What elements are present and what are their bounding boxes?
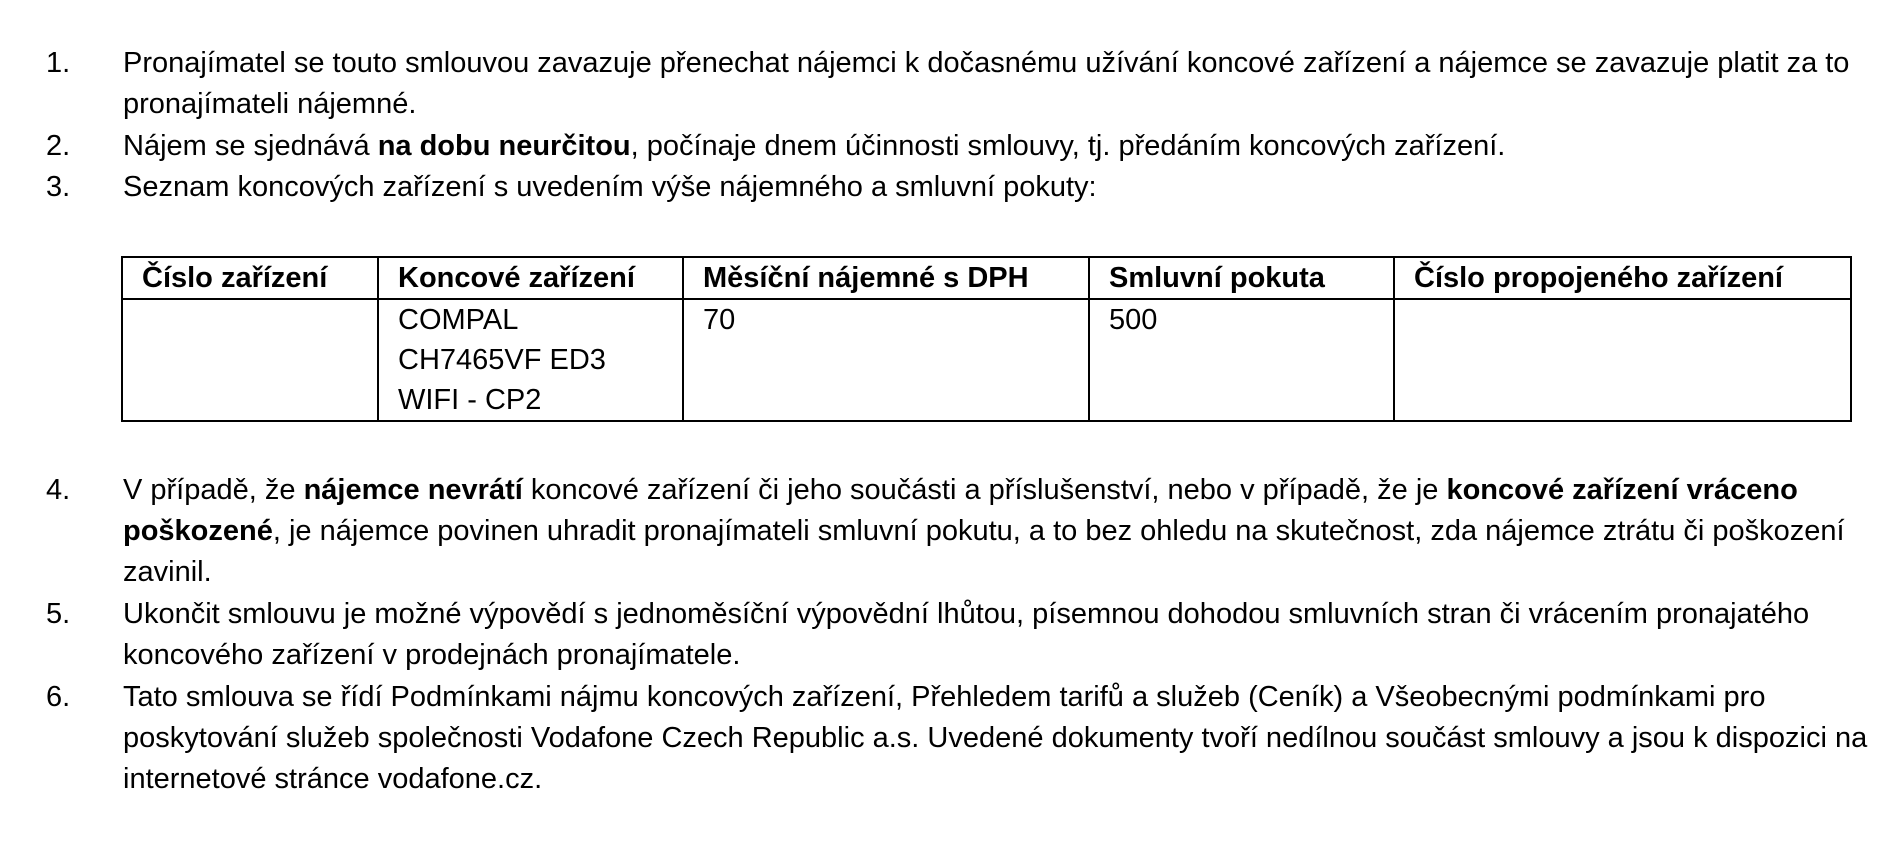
clause-text-segment: , je nájemce povinen uhradit pronajímateli smluvní pokutu, a to bez ohledu na skutečnost, zda nájemce ztrátu či poškození zavinil. (123, 515, 1845, 588)
clause-text-segment: Ukončit smlouvu je možné výpovědí s jednoměsíční výpovědní lhůtou, písemnou dohodou smluvních stran či vrácením pronajatého koncového zařízení v prodejnách pronajímatele. (123, 598, 1810, 671)
clause-number: 5. (46, 598, 71, 630)
clause-text (123, 167, 1873, 208)
clause-text-emphasis: nájemce nevrátí (303, 474, 523, 506)
cell-device (378, 299, 683, 421)
clause-text-emphasis: na dobu neurčitou (377, 130, 631, 162)
cell-linked-device-number (1394, 299, 1851, 421)
clause-text-segment: Nájem se sjednává (123, 130, 378, 162)
cell-penalty: 500 (1089, 299, 1394, 421)
clause-number: 6. (46, 681, 71, 713)
device-name-line: CH7465VF ED3 (398, 344, 606, 376)
device-table-header-row (122, 257, 1851, 299)
cell-monthly-rent: 70 (683, 299, 1089, 421)
clause-text-segment: V případě, že (123, 474, 304, 506)
header-device: Koncové zařízení (378, 257, 683, 299)
clause-text (123, 594, 1873, 676)
cell-device-number (122, 299, 378, 421)
header-device-number: Číslo zařízení (122, 257, 378, 299)
device-table (121, 256, 1852, 422)
clause-text-segment: Pronajímatel se touto smlouvou zavazuje přenechat nájemci k dočasnému užívání koncové zařízení a nájemce se zavazuje platit za to pronajímateli nájemné. (123, 47, 1850, 120)
clause-text-segment: Seznam koncových zařízení s uvedením výše nájemného a smluvní pokuty: (123, 171, 1097, 203)
clause-text-segment: , počínaje dnem účinnosti smlouvy, tj. předáním koncových zařízení. (630, 130, 1506, 162)
clause-number: 3. (46, 171, 71, 203)
clause-number: 2. (46, 130, 71, 162)
clause-number: 1. (46, 47, 71, 79)
clause-number: 4. (46, 474, 71, 506)
header-linked-device-number: Číslo propojeného zařízení (1394, 257, 1851, 299)
clause-text (123, 126, 1873, 167)
header-monthly-rent: Měsíční nájemné s DPH (683, 257, 1089, 299)
clause-text (123, 677, 1873, 800)
device-name-line: WIFI - CP2 (398, 384, 542, 416)
clause-text (123, 470, 1873, 593)
header-penalty: Smluvní pokuta (1089, 257, 1394, 299)
clause-text (123, 43, 1873, 125)
device-name-line: COMPAL (398, 304, 519, 336)
clause-text-segment: koncové zařízení či jeho součásti a příslušenství, nebo v případě, že je (522, 474, 1447, 506)
table-row (122, 299, 1851, 421)
clause-text-emphasis: koncové zařízení vráceno poškozené (123, 474, 1798, 547)
clause-text-segment: Tato smlouva se řídí Podmínkami nájmu koncových zařízení, Přehledem tarifů a služeb (Ceník) a Všeobecnými podmínkami pro poskytování služeb společnosti Vodafone Czech Republic a.s. Uvedené dokumenty tvoří nedílnou součást smlouvy a jsou k dispozici na internetové stránce vodafone.cz. (123, 681, 1868, 795)
